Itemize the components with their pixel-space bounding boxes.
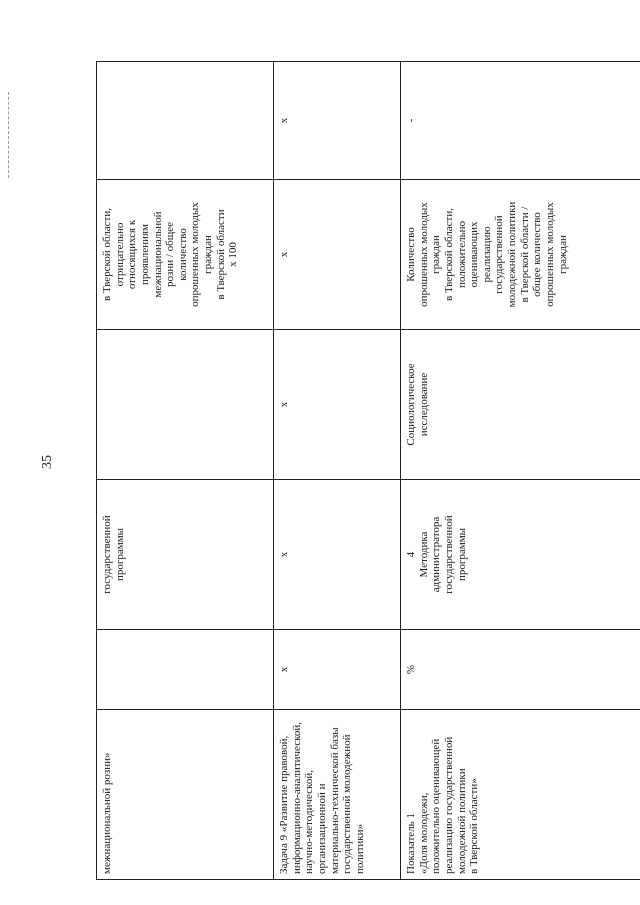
row3-indicator-name: Показатель 1 «Доля молодежи, положительно оценивающей реализацию государственной молодежной политики в Тверской области»: [401, 710, 640, 880]
rotated-table-wrapper: [96, 62, 618, 880]
row2-formula: х: [274, 180, 401, 330]
page-number: 35: [40, 455, 55, 469]
row2-unit: х: [274, 630, 401, 710]
row1-indicator-name: межнациональной розни»: [97, 710, 274, 880]
row3-method: 4 Методика администратора государственной программы: [401, 480, 640, 630]
table-row: [97, 62, 274, 880]
table-row: [401, 62, 640, 880]
row1-source: [97, 330, 274, 480]
row2-source: х: [274, 330, 401, 480]
row3-formula: Количество опрошенных молодых граждан в Тверской области, положительно оценивающих реализацию государственной молодежной политики в Тверской области / общее количество опрошенных молодых граждан: [401, 180, 640, 330]
row2-method: х: [274, 480, 401, 630]
row1-formula: в Тверской области, отрицательно относящихся к проявлениям межнациональной розни / общее количество опрошенных молодых граждан в Тверской области х 100: [97, 180, 274, 330]
row3-source: Социологическое исследование: [401, 330, 640, 480]
row1-unit: [97, 630, 274, 710]
row3-unit: %: [401, 630, 640, 710]
table-row: [274, 62, 401, 880]
indicators-table: [96, 61, 640, 880]
row2-note: х: [274, 62, 401, 180]
row1-note: [97, 62, 274, 180]
table-container: [96, 62, 618, 880]
row1-method: государственной программы: [97, 480, 274, 630]
row2-indicator-name: Задача 9 «Развитие правовой, информационно-аналитической, научно-методической, организационной и материально-технической базы государственной молодежной политики»: [274, 710, 401, 880]
row3-note: -: [401, 62, 640, 180]
margin-marks: [8, 92, 11, 178]
